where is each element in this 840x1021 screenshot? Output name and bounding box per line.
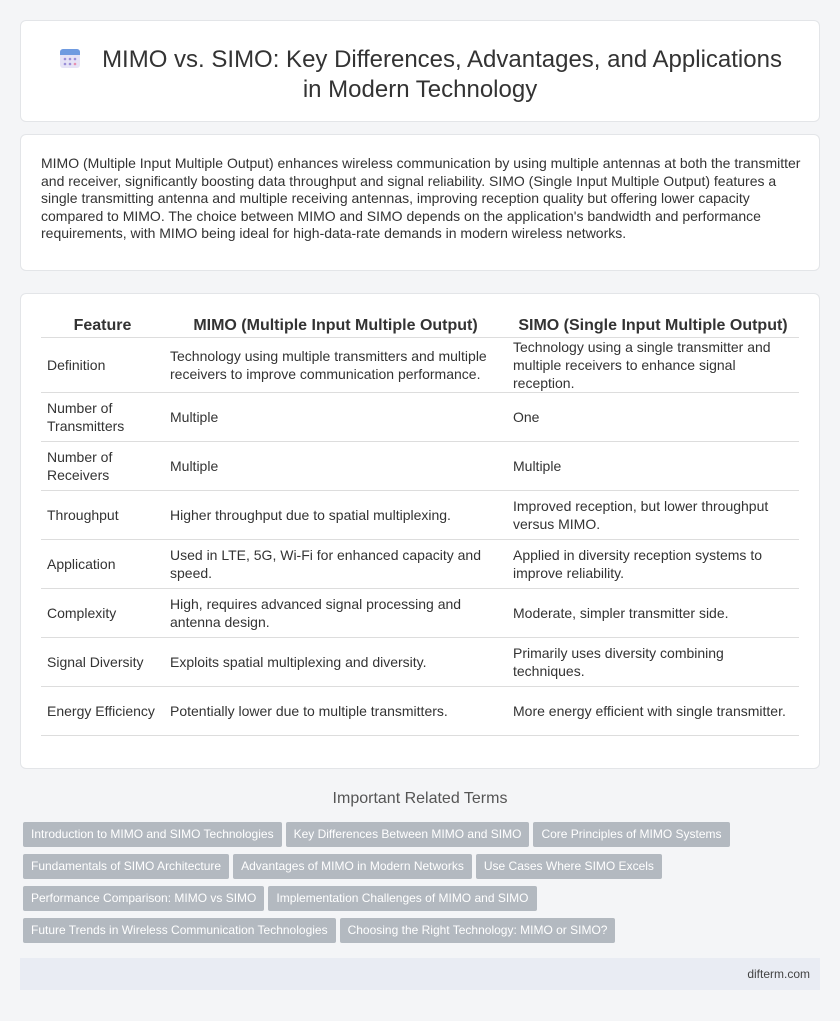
table-cell: Exploits spatial multiplexing and diversity.	[164, 637, 507, 686]
table-row	[41, 441, 799, 490]
column-header: Feature	[41, 314, 164, 337]
footer	[20, 958, 820, 990]
comparison-table	[41, 314, 799, 736]
related-term-link[interactable]: Performance Comparison: MIMO vs SIMO	[23, 886, 264, 911]
table-cell: Primarily uses diversity combining techniques.	[507, 637, 799, 686]
table-cell: Improved reception, but lower throughput versus MIMO.	[507, 490, 799, 539]
related-term-link[interactable]: Fundamentals of SIMO Architecture	[23, 854, 229, 879]
related-terms-list	[23, 822, 803, 950]
calendar-icon	[58, 46, 82, 70]
table-cell: Multiple	[164, 392, 507, 441]
table-cell: High, requires advanced signal processing and antenna design.	[164, 588, 507, 637]
table-cell: Higher throughput due to spatial multiplexing.	[164, 490, 507, 539]
table-cell: Signal Diversity	[41, 637, 164, 686]
table-cell: Technology using a single transmitter and multiple receivers to enhance signal reception.	[507, 337, 799, 392]
table-row	[41, 490, 799, 539]
table-row	[41, 686, 799, 735]
table-cell: Technology using multiple transmitters and multiple receivers to improve communication performance.	[164, 337, 507, 392]
related-terms-heading: Important Related Terms	[332, 790, 508, 807]
table-row	[41, 392, 799, 441]
related-term-link[interactable]: Choosing the Right Technology: MIMO or SIMO?	[340, 918, 616, 943]
column-header: SIMO (Single Input Multiple Output)	[507, 314, 799, 337]
related-term-link[interactable]: Use Cases Where SIMO Excels	[476, 854, 662, 879]
intro-paragraph: MIMO (Multiple Input Multiple Output) enhances wireless communication by using multiple antennas at both the transmitter and receiver, significantly boosting data throughput and signal reliability. SIMO (Single Input Multiple Output) features a single transmitting antenna and multiple receiving antennas, improving reception quality but offering lower capacity compared to MIMO. The choice between MIMO and SIMO depends on the application's bandwidth and performance requirements, with MIMO being ideal for high-data-rate demands in modern wireless networks.	[41, 155, 801, 241]
comparison-card	[20, 293, 820, 769]
table-cell: Definition	[41, 337, 164, 392]
column-header: MIMO (Multiple Input Multiple Output)	[164, 314, 507, 337]
table-row	[41, 637, 799, 686]
related-term-link[interactable]: Introduction to MIMO and SIMO Technologies	[23, 822, 282, 847]
related-term-link[interactable]: Advantages of MIMO in Modern Networks	[233, 854, 472, 879]
related-term-link[interactable]: Implementation Challenges of MIMO and SIMO	[268, 886, 536, 911]
table-cell: Multiple	[507, 441, 799, 490]
table-cell: Number of Receivers	[41, 441, 164, 490]
related-term-link[interactable]: Key Differences Between MIMO and SIMO	[286, 822, 530, 847]
table-cell: Used in LTE, 5G, Wi-Fi for enhanced capacity and speed.	[164, 539, 507, 588]
table-cell: Energy Efficiency	[41, 686, 164, 735]
intro-card	[20, 134, 820, 271]
related-term-link[interactable]: Future Trends in Wireless Communication Technologies	[23, 918, 336, 943]
related-term-link[interactable]: Core Principles of MIMO Systems	[533, 822, 729, 847]
table-cell: One	[507, 392, 799, 441]
table-cell: Potentially lower due to multiple transmitters.	[164, 686, 507, 735]
table-row	[41, 337, 799, 392]
footer-site-link[interactable]: difterm.com	[747, 967, 810, 981]
table-row	[41, 588, 799, 637]
page-title-text: MIMO vs. SIMO: Key Differences, Advantages, and Applications in Modern Technology	[102, 46, 782, 103]
table-cell: Moderate, simpler transmitter side.	[507, 588, 799, 637]
table-cell: Application	[41, 539, 164, 588]
header-card	[20, 20, 820, 122]
table-header-row	[41, 314, 799, 337]
table-cell: More energy efficient with single transmitter.	[507, 686, 799, 735]
table-cell: Multiple	[164, 441, 507, 490]
page-title	[51, 45, 789, 105]
table-cell: Throughput	[41, 490, 164, 539]
table-cell: Number of Transmitters	[41, 392, 164, 441]
table-cell: Complexity	[41, 588, 164, 637]
table-row	[41, 539, 799, 588]
table-cell: Applied in diversity reception systems to improve reliability.	[507, 539, 799, 588]
